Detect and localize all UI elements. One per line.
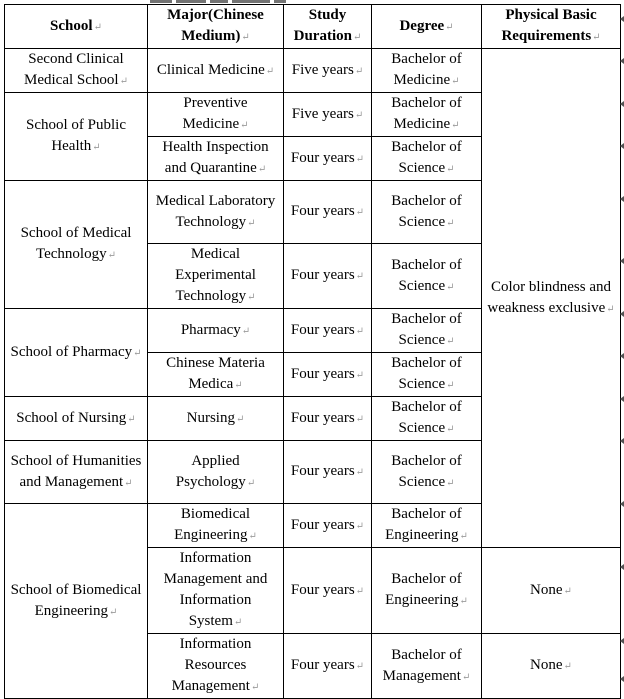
school-cell: School of Nursing↵ [5,397,148,441]
degree-cell: Bachelor of Science↵ [372,181,482,244]
duration-cell: Four years↵ [284,441,372,504]
row-end-arrow-icon [620,676,624,682]
header-row [5,5,621,49]
school-cell: School of Pharmacy↵ [5,309,148,397]
major-cell: Information Resources Management↵ [148,634,284,699]
degree-cell: Bachelor of Science↵ [372,353,482,397]
school-cell: School of Humanities and Management↵ [5,441,148,504]
duration-cell: Four years↵ [284,137,372,181]
row-end-arrow-icon [620,438,624,444]
major-cell: Information Management and Information System↵ [148,548,284,634]
physical-requirement-cell: Color blindness and weakness exclusive↵ [482,49,621,548]
table-row [5,49,621,93]
row-end-arrow-icon [620,501,624,507]
row-end-arrow-icon [620,196,624,202]
duration-cell: Four years↵ [284,309,372,353]
admissions-majors-table [4,4,621,699]
school-cell: School of Medical Technology↵ [5,181,148,309]
header-school: School↵ [5,5,148,49]
row-end-arrow-icon [620,143,624,149]
major-cell: Health Inspection and Quarantine↵ [148,137,284,181]
duration-cell: Five years↵ [284,49,372,93]
duration-cell: Four years↵ [284,353,372,397]
major-cell: Applied Psychology↵ [148,441,284,504]
row-end-arrow-icon [620,396,624,402]
row-end-arrow-icon [620,101,624,107]
row-end-arrow-icon [620,16,624,22]
major-cell: Chinese Materia Medica↵ [148,353,284,397]
degree-cell: Bachelor of Science↵ [372,244,482,309]
duration-cell: Four years↵ [284,244,372,309]
duration-cell: Five years↵ [284,93,372,137]
degree-cell: Bachelor of Engineering↵ [372,504,482,548]
degree-cell: Bachelor of Management↵ [372,634,482,699]
major-cell: Biomedical Engineering↵ [148,504,284,548]
degree-cell: Bachelor of Medicine↵ [372,49,482,93]
school-cell: School of Public Health↵ [5,93,148,181]
header-major: Major(Chinese Medium)↵ [148,5,284,49]
row-end-arrow-icon [620,258,624,264]
duration-cell: Four years↵ [284,397,372,441]
major-cell: Clinical Medicine↵ [148,49,284,93]
duration-cell: Four years↵ [284,634,372,699]
row-end-arrow-icon [620,638,624,644]
row-end-arrow-icon [620,58,624,64]
major-cell: Preventive Medicine↵ [148,93,284,137]
duration-cell: Four years↵ [284,548,372,634]
major-cell: Nursing↵ [148,397,284,441]
major-cell: Medical Laboratory Technology↵ [148,181,284,244]
degree-cell: Bachelor of Medicine↵ [372,93,482,137]
degree-cell: Bachelor of Science↵ [372,309,482,353]
row-end-arrow-icon [620,311,624,317]
degree-cell: Bachelor of Engineering↵ [372,548,482,634]
header-degree: Degree↵ [372,5,482,49]
header-duration: Study Duration↵ [284,5,372,49]
duration-cell: Four years↵ [284,504,372,548]
row-end-arrow-icon [620,353,624,359]
school-cell: School of Biomedical Engineering↵ [5,504,148,699]
degree-cell: Bachelor of Science↵ [372,397,482,441]
physical-requirement-cell: None↵ [482,634,621,699]
physical-requirement-cell: None↵ [482,548,621,634]
header-physical: Physical Basic Requirements↵ [482,5,621,49]
row-end-markers [620,0,624,684]
degree-cell: Bachelor of Science↵ [372,137,482,181]
row-end-arrow-icon [620,564,624,570]
duration-cell: Four years↵ [284,181,372,244]
school-cell: Second Clinical Medical School↵ [5,49,148,93]
major-cell: Pharmacy↵ [148,309,284,353]
major-cell: Medical Experimental Technology↵ [148,244,284,309]
degree-cell: Bachelor of Science↵ [372,441,482,504]
